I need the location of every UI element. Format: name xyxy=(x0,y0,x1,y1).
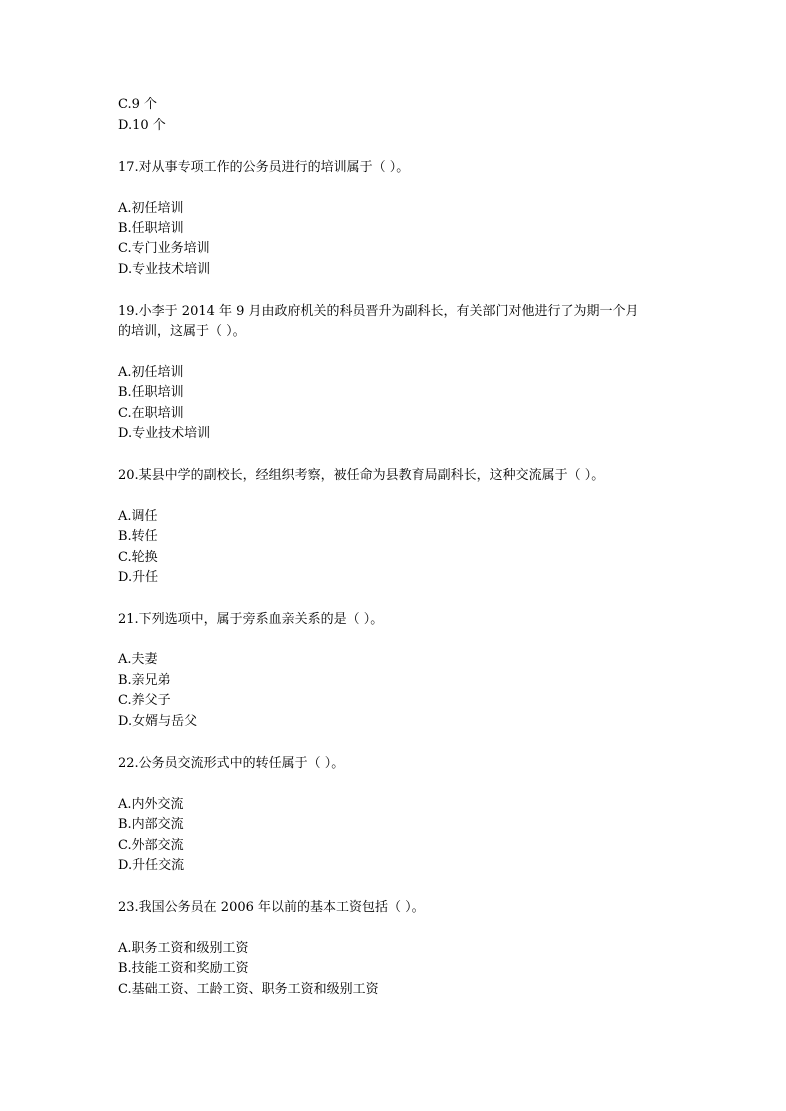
option-text: B.内部交流 xyxy=(118,817,184,832)
option-text: D.专业技术培训 xyxy=(118,262,211,277)
option-text: B.转任 xyxy=(118,529,158,544)
option-text: B.任职培训 xyxy=(118,385,184,400)
option-text: A.职务工资和级别工资 xyxy=(118,941,249,956)
question-stem: 23.我国公务员在 2006 年以前的基本工资包括（ ）。 xyxy=(118,900,425,915)
option-text: A.调任 xyxy=(118,509,158,524)
option-text: C.养父子 xyxy=(118,693,171,708)
question-stem: 21.下列选项中，属于旁系血亲关系的是（ ）。 xyxy=(118,612,384,627)
option-text: A.初任培训 xyxy=(118,365,184,380)
option-text: D.女婿与岳父 xyxy=(118,714,198,729)
option-text: A.内外交流 xyxy=(118,797,184,812)
option-text: B.任职培训 xyxy=(118,221,184,236)
option-text: A.夫妻 xyxy=(118,652,158,667)
option-text: C.基础工资、工龄工资、职务工资和级别工资 xyxy=(118,982,379,997)
question-stem: 20.某县中学的副校长，经组织考察，被任命为县教育局副科长，这种交流属于（ ）。 xyxy=(118,468,605,483)
option-text: A.初任培训 xyxy=(118,201,184,216)
question-stem: 17.对从事专项工作的公务员进行的培训属于（ ）。 xyxy=(118,160,410,175)
option-text: D.10 个 xyxy=(118,118,166,133)
option-text: D.升任 xyxy=(118,570,159,585)
question-stem-continued: 的培训，这属于（ ）。 xyxy=(118,324,246,339)
option-text: C.专门业务培训 xyxy=(118,241,210,256)
option-text: B.技能工资和奖励工资 xyxy=(118,961,249,976)
option-text: D.升任交流 xyxy=(118,858,185,873)
question-stem: 19.小李于 2014 年 9 月由政府机关的科员晋升为副科长，有关部门对他进行了为期一个月 xyxy=(118,304,639,319)
option-text: C.9 个 xyxy=(118,97,158,112)
option-text: B.亲兄弟 xyxy=(118,673,171,688)
option-text: C.在职培训 xyxy=(118,406,184,421)
option-text: D.专业技术培训 xyxy=(118,426,211,441)
option-text: C.轮换 xyxy=(118,550,158,565)
option-text: C.外部交流 xyxy=(118,838,184,853)
question-stem: 22.公务员交流形式中的转任属于（ ）。 xyxy=(118,756,345,771)
